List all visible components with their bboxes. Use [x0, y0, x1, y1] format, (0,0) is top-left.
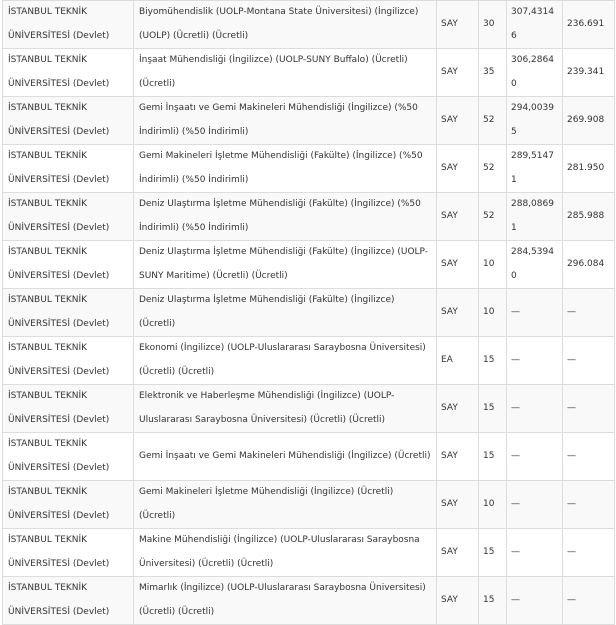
programs-table-wrapper: [2, 0, 614, 625]
min-score-cell: —: [507, 385, 563, 433]
rank-cell: —: [563, 481, 615, 529]
university-cell: İSTANBUL TEKNİK ÜNİVERSİTESİ (Devlet): [3, 481, 134, 529]
quota-cell: 15: [479, 385, 507, 433]
rank-cell: 281.950: [563, 145, 615, 193]
table-row: [3, 97, 615, 145]
university-cell: İSTANBUL TEKNİK ÜNİVERSİTESİ (Devlet): [3, 193, 134, 241]
quota-cell: 15: [479, 433, 507, 481]
rank-cell: 269.908: [563, 97, 615, 145]
rank-cell: —: [563, 289, 615, 337]
table-row: [3, 433, 615, 481]
university-cell: İSTANBUL TEKNİK ÜNİVERSİTESİ (Devlet): [3, 385, 134, 433]
program-cell: İnşaat Mühendisliği (İngilizce) (UOLP-SUNY Buffalo) (Ücretli) (Ücretli): [134, 49, 437, 97]
program-cell: Biyomühendislik (UOLP-Montana State Üniversitesi) (İngilizce) (UOLP) (Ücretli) (Ücretli): [134, 1, 437, 49]
score-type-cell: SAY: [437, 1, 479, 49]
rank-cell: 239.341: [563, 49, 615, 97]
table-row: [3, 1, 615, 49]
program-cell: Gemi İnşaatı ve Gemi Makineleri Mühendisliği (İngilizce) (Ücretli): [134, 433, 437, 481]
score-type-cell: SAY: [437, 481, 479, 529]
score-type-cell: SAY: [437, 577, 479, 625]
rank-cell: —: [563, 433, 615, 481]
quota-cell: 52: [479, 97, 507, 145]
quota-cell: 15: [479, 529, 507, 577]
table-row: [3, 577, 615, 625]
table-row: [3, 529, 615, 577]
rank-cell: —: [563, 529, 615, 577]
programs-table-body: [3, 1, 615, 625]
university-cell: İSTANBUL TEKNİK ÜNİVERSİTESİ (Devlet): [3, 337, 134, 385]
rank-cell: —: [563, 577, 615, 625]
quota-cell: 35: [479, 49, 507, 97]
programs-table: [2, 0, 615, 625]
min-score-cell: —: [507, 481, 563, 529]
university-cell: İSTANBUL TEKNİK ÜNİVERSİTESİ (Devlet): [3, 1, 134, 49]
min-score-cell: —: [507, 577, 563, 625]
table-row: [3, 145, 615, 193]
min-score-cell: —: [507, 289, 563, 337]
rank-cell: —: [563, 337, 615, 385]
university-cell: İSTANBUL TEKNİK ÜNİVERSİTESİ (Devlet): [3, 145, 134, 193]
program-cell: Elektronik ve Haberleşme Mühendisliği (İngilizce) (UOLP- Uluslararası Saraybosna Üniversitesi) (Ücretli) (Ücretli): [134, 385, 437, 433]
min-score-cell: 288,08691: [507, 193, 563, 241]
program-cell: Gemi Makineleri İşletme Mühendisliği (Fakülte) (İngilizce) (%50 İndirimli) (%50 İndirimli): [134, 145, 437, 193]
program-cell: Gemi İnşaatı ve Gemi Makineleri Mühendisliği (İngilizce) (%50 İndirimli) (%50 İndirimli): [134, 97, 437, 145]
score-type-cell: SAY: [437, 49, 479, 97]
table-row: [3, 49, 615, 97]
program-cell: Makine Mühendisliği (İngilizce) (UOLP-Uluslararası Saraybosna Üniversitesi) (Ücretli) (Ücretli): [134, 529, 437, 577]
university-cell: İSTANBUL TEKNİK ÜNİVERSİTESİ (Devlet): [3, 433, 134, 481]
rank-cell: 296.084: [563, 241, 615, 289]
score-type-cell: SAY: [437, 385, 479, 433]
score-type-cell: SAY: [437, 241, 479, 289]
quota-cell: 52: [479, 193, 507, 241]
score-type-cell: SAY: [437, 145, 479, 193]
min-score-cell: 284,53940: [507, 241, 563, 289]
table-row: [3, 289, 615, 337]
university-cell: İSTANBUL TEKNİK ÜNİVERSİTESİ (Devlet): [3, 529, 134, 577]
score-type-cell: SAY: [437, 97, 479, 145]
score-type-cell: SAY: [437, 433, 479, 481]
rank-cell: 285.988: [563, 193, 615, 241]
score-type-cell: EA: [437, 337, 479, 385]
quota-cell: 10: [479, 481, 507, 529]
score-type-cell: SAY: [437, 529, 479, 577]
program-cell: Deniz Ulaştırma İşletme Mühendisliği (Fakülte) (İngilizce) (Ücretli): [134, 289, 437, 337]
quota-cell: 10: [479, 289, 507, 337]
quota-cell: 15: [479, 337, 507, 385]
university-cell: İSTANBUL TEKNİK ÜNİVERSİTESİ (Devlet): [3, 289, 134, 337]
program-cell: Gemi Makineleri İşletme Mühendisliği (İngilizce) (Ücretli) (Ücretli): [134, 481, 437, 529]
min-score-cell: —: [507, 337, 563, 385]
min-score-cell: 294,00395: [507, 97, 563, 145]
rank-cell: —: [563, 385, 615, 433]
table-row: [3, 193, 615, 241]
table-row: [3, 481, 615, 529]
quota-cell: 10: [479, 241, 507, 289]
score-type-cell: SAY: [437, 193, 479, 241]
program-cell: Deniz Ulaştırma İşletme Mühendisliği (Fakülte) (İngilizce) (UOLP- SUNY Maritime) (Ücretli) (Ücretli): [134, 241, 437, 289]
min-score-cell: —: [507, 529, 563, 577]
min-score-cell: 307,43146: [507, 1, 563, 49]
score-type-cell: SAY: [437, 289, 479, 337]
university-cell: İSTANBUL TEKNİK ÜNİVERSİTESİ (Devlet): [3, 97, 134, 145]
min-score-cell: 289,51471: [507, 145, 563, 193]
quota-cell: 52: [479, 145, 507, 193]
university-cell: İSTANBUL TEKNİK ÜNİVERSİTESİ (Devlet): [3, 49, 134, 97]
university-cell: İSTANBUL TEKNİK ÜNİVERSİTESİ (Devlet): [3, 577, 134, 625]
program-cell: Ekonomi (İngilizce) (UOLP-Uluslararası Saraybosna Üniversitesi) (Ücretli) (Ücretli): [134, 337, 437, 385]
table-row: [3, 385, 615, 433]
min-score-cell: —: [507, 433, 563, 481]
table-row: [3, 241, 615, 289]
university-cell: İSTANBUL TEKNİK ÜNİVERSİTESİ (Devlet): [3, 241, 134, 289]
quota-cell: 15: [479, 577, 507, 625]
rank-cell: 236.691: [563, 1, 615, 49]
table-row: [3, 337, 615, 385]
quota-cell: 30: [479, 1, 507, 49]
program-cell: Mimarlık (İngilizce) (UOLP-Uluslararası Saraybosna Üniversitesi) (Ücretli) (Ücretli): [134, 577, 437, 625]
min-score-cell: 306,28640: [507, 49, 563, 97]
program-cell: Deniz Ulaştırma İşletme Mühendisliği (Fakülte) (İngilizce) (%50 İndirimli) (%50 İndirimli): [134, 193, 437, 241]
